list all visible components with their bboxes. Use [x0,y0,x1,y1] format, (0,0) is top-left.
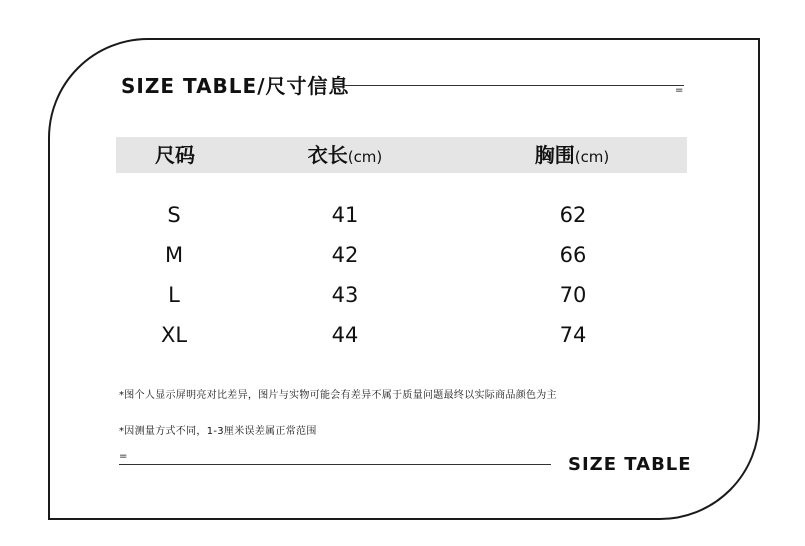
cell-length: 42 [331,243,359,267]
header-label: 胸围 [534,143,575,167]
cell-chest: 70 [559,283,587,307]
header-label: 衣长 [307,143,348,167]
page-title: SIZE TABLE/尺寸信息 [121,74,350,98]
header-unit: (cm) [574,148,610,166]
header-length [308,140,383,172]
note-measurement: *因测量方式不同，1-3厘米误差属正常范围 [119,426,317,437]
cell-size: XL [160,323,188,347]
cell-size: L [168,283,180,307]
header-unit: (cm) [347,148,383,166]
cell-length: 43 [331,283,359,307]
bottom-mark: = [119,451,128,462]
note-display-color: *图个人显示屏明亮对比差异，图片与实物可能会有差异不属于质量问题最终以实际商品颜色为主 [119,390,557,401]
cell-length: 41 [331,203,359,227]
footer-divider [119,464,551,465]
cell-chest: 74 [559,323,587,347]
header-chest [535,140,610,172]
title-divider [344,85,684,86]
cell-size: S [167,203,181,227]
cell-length: 44 [331,323,359,347]
header-label: 尺码 [155,143,195,167]
cell-chest: 66 [559,243,587,267]
cell-chest: 62 [559,203,587,227]
header-size [155,140,195,172]
cell-size: M [164,243,184,267]
card-frame [48,38,760,520]
top-mark: = [675,85,684,96]
footer-title: SIZE TABLE [568,454,692,475]
